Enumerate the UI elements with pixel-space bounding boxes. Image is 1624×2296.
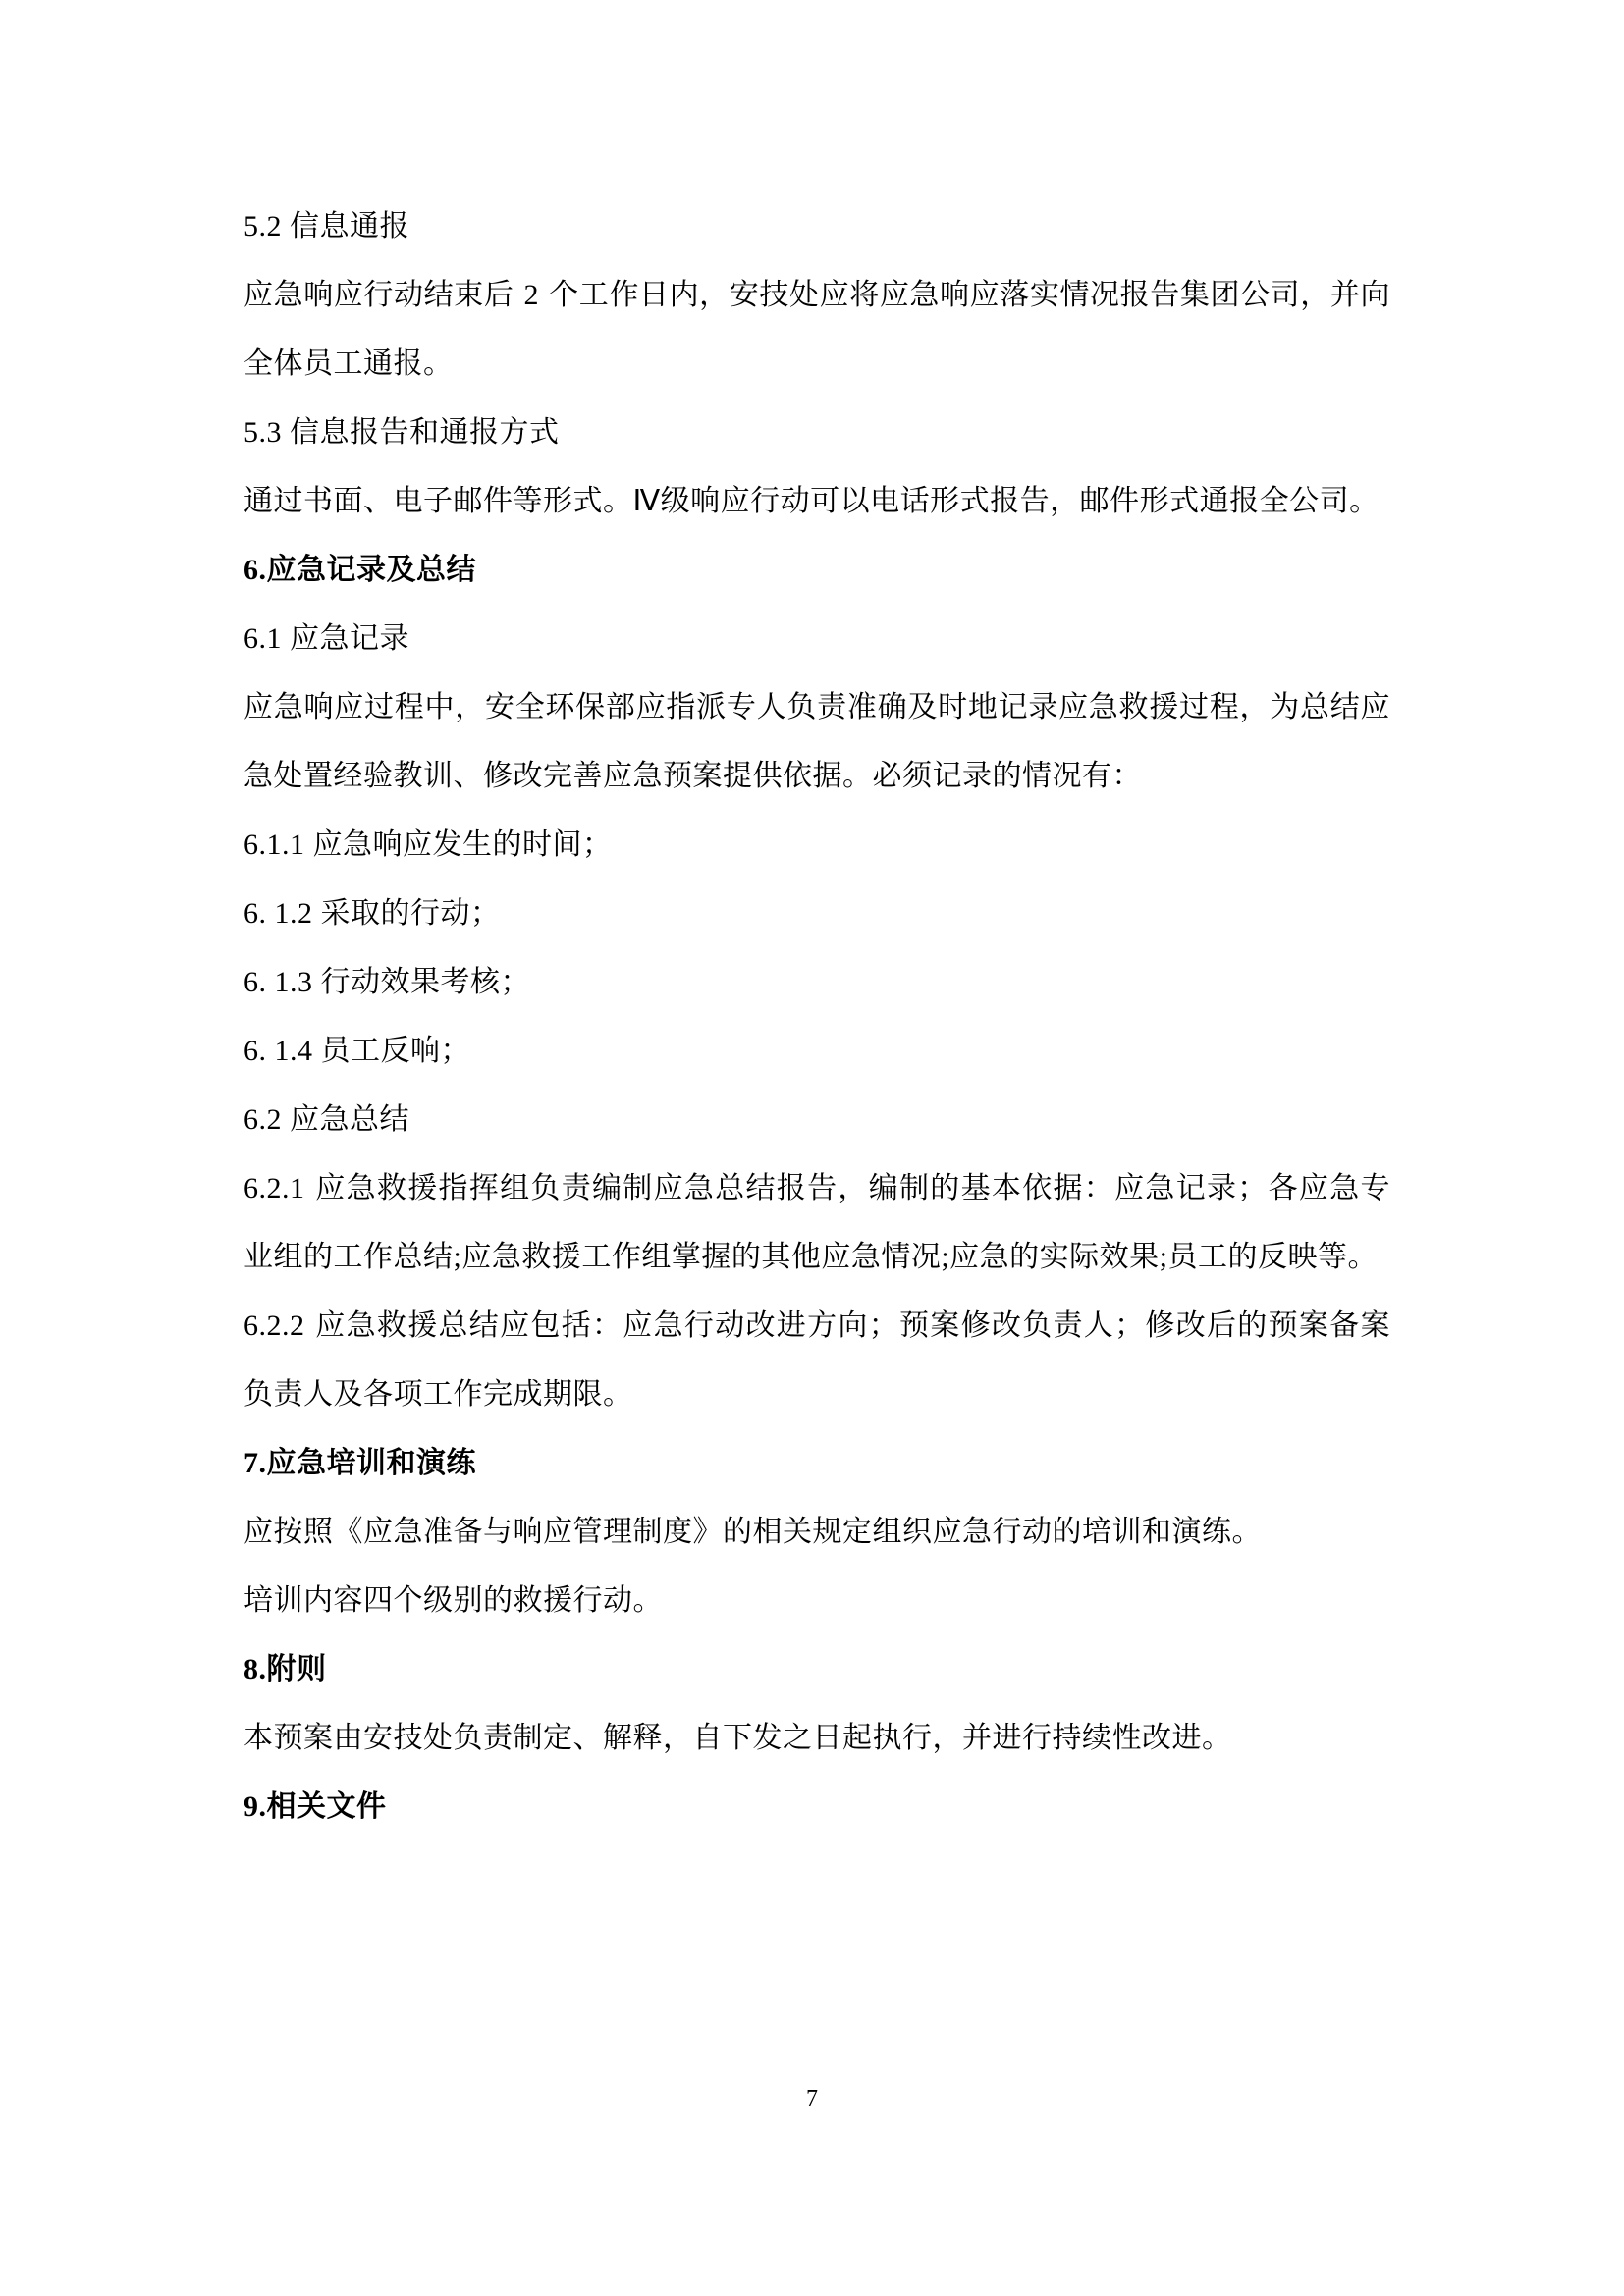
section-5-2-body: 应急响应行动结束后 2 个工作日内，安技处应将应急响应落实情况报告集团公司，并向全体员工通报。 (244, 279, 1390, 380)
section-6-2-title: 6.2 应急总结 (244, 1103, 409, 1136)
section-9-heading: 9.相关文件 (244, 1790, 387, 1823)
item-6-1-4: 6. 1.4 员工反响； (244, 1035, 470, 1067)
section-6-1-title: 6.1 应急记录 (244, 622, 409, 655)
section-6-1-body: 应急响应过程中，安全环保部应指派专人负责准确及时地记录应急救援过程，为总结应急处置经验教训、修改完善应急预案提供依据。必须记录的情况有： (244, 691, 1390, 792)
section-5-3-title: 5.3 信息报告和通报方式 (244, 416, 560, 449)
section-7-heading: 7.应急培训和演练 (244, 1447, 476, 1479)
document-body (244, 192, 1390, 1842)
item-6-1-3: 6. 1.3 行动效果考核； (244, 966, 530, 998)
section-8-heading: 8.附则 (244, 1653, 327, 1685)
section-7-body: 应按照《应急准备与响应管理制度》的相关规定组织应急行动的培训和演练。 (244, 1516, 1262, 1548)
section-5-2-title: 5.2 信息通报 (244, 210, 409, 242)
item-6-2-1: 6.2.1 应急救援指挥组负责编制应急总结报告，编制的基本依据：应急记录；各应急专业组的工作总结;应急救援工作组掌握的其他应急情况;应急的实际效果;员工的反映等。 (244, 1172, 1390, 1273)
page-number: 7 (806, 2086, 818, 2111)
item-6-2-2: 6.2.2 应急救援总结应包括：应急行动改进方向；预案修改负责人；修改后的预案备案负责人及各项工作完成期限。 (244, 1309, 1390, 1411)
section-6-heading: 6.应急记录及总结 (244, 554, 476, 586)
section-5-3-body: 通过书面、电子邮件等形式。Ⅳ级响应行动可以电话形式报告，邮件形式通报全公司。 (244, 485, 1380, 517)
section-7-body-2: 培训内容四个级别的救援行动。 (244, 1584, 663, 1617)
item-6-1-1: 6.1.1 应急响应发生的时间； (244, 828, 613, 861)
item-6-1-2: 6. 1.2 采取的行动； (244, 897, 501, 930)
section-8-body: 本预案由安技处负责制定、解释，自下发之日起执行，并进行持续性改进。 (244, 1722, 1232, 1754)
